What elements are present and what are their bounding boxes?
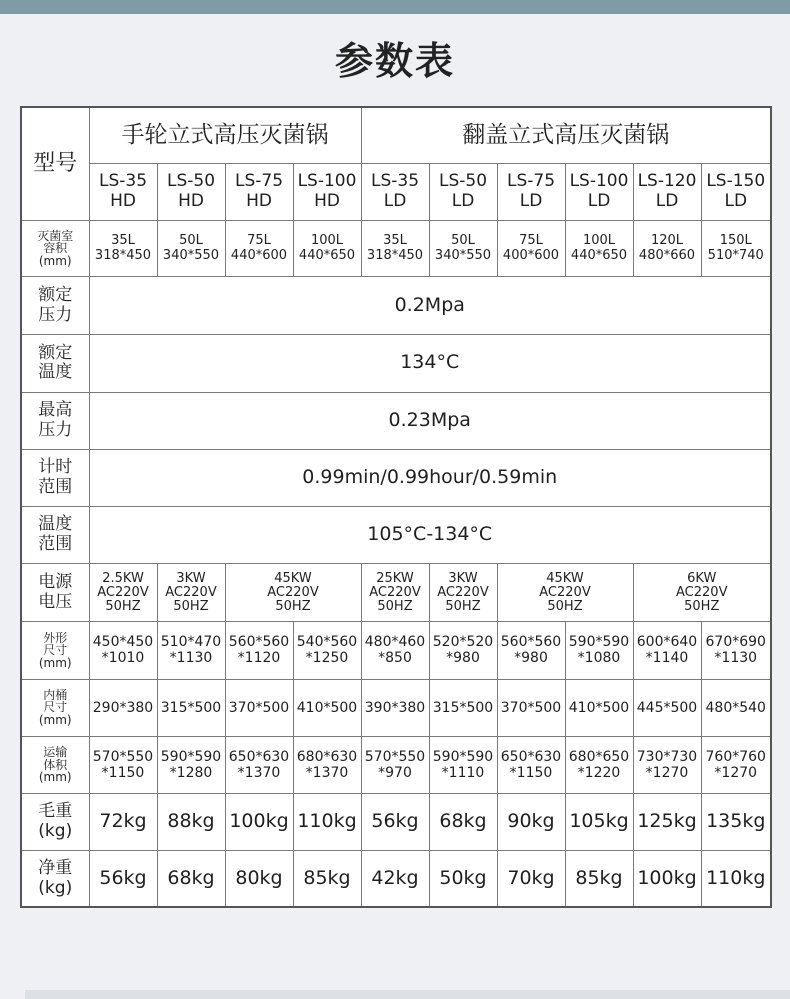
- shipping-volume-row: [21, 736, 771, 793]
- row-label: 毛重 (kg): [21, 793, 89, 850]
- timer-range-value: 0.99min/0.99hour/0.59min: [89, 449, 771, 506]
- max-pressure-row: [21, 392, 771, 449]
- rated-temperature-row: [21, 335, 771, 392]
- shipping-cell: 730*730 *1270: [633, 736, 701, 793]
- outer-size-cell: 560*560 *1120: [225, 622, 293, 679]
- inner-size-cell: 410*500: [293, 679, 361, 736]
- power-cell: 45KW AC220V 50HZ: [497, 564, 633, 622]
- chamber-cell: 120L 480*660: [633, 220, 701, 276]
- group-flip-lid: 翻盖立式高压灭菌锅: [361, 107, 771, 163]
- chamber-cell: 75L 440*600: [225, 220, 293, 276]
- outer-size-cell: 540*560 *1250: [293, 622, 361, 679]
- power-cell: 3KW AC220V 50HZ: [157, 564, 225, 622]
- inner-size-cell: 290*380: [89, 679, 157, 736]
- power-cell: 25KW AC220V 50HZ: [361, 564, 429, 622]
- row-label: 净重 (kg): [21, 851, 89, 907]
- inner-size-row: [21, 679, 771, 736]
- rated-pressure-row: [21, 277, 771, 335]
- outer-size-cell: 450*450 *1010: [89, 622, 157, 679]
- outer-size-cell: 590*590 *1080: [565, 622, 633, 679]
- shipping-cell: 650*630 *1150: [497, 736, 565, 793]
- inner-size-cell: 445*500: [633, 679, 701, 736]
- shipping-cell: 590*590 *1280: [157, 736, 225, 793]
- rated-pressure-value: 0.2Mpa: [89, 277, 771, 335]
- chamber-cell: 50L 340*550: [157, 220, 225, 276]
- outer-size-cell: 560*560 *980: [497, 622, 565, 679]
- group-handwheel: 手轮立式高压灭菌锅: [89, 107, 361, 163]
- model-cell: LS-100 LD: [565, 163, 633, 220]
- temperature-range-value: 105°C-134°C: [89, 506, 771, 563]
- row-label: 外形 尺寸 (mm): [21, 622, 89, 679]
- model-cell: LS-35 HD: [89, 163, 157, 220]
- model-cell: LS-75 HD: [225, 163, 293, 220]
- inner-size-cell: 315*500: [429, 679, 497, 736]
- row-label: 温度 范围: [21, 506, 89, 563]
- max-pressure-value: 0.23Mpa: [89, 392, 771, 449]
- shipping-cell: 680*630 *1370: [293, 736, 361, 793]
- outer-size-cell: 510*470 *1130: [157, 622, 225, 679]
- chamber-cell: 35L 318*450: [89, 220, 157, 276]
- row-label: 内桶 尺寸 (mm): [21, 679, 89, 736]
- gross-weight-cell: 135kg: [701, 793, 771, 850]
- model-cell: LS-50 LD: [429, 163, 497, 220]
- net-weight-cell: 50kg: [429, 851, 497, 907]
- chamber-cell: 35L 318*450: [361, 220, 429, 276]
- inner-size-cell: 370*500: [225, 679, 293, 736]
- gross-weight-cell: 105kg: [565, 793, 633, 850]
- gross-weight-cell: 56kg: [361, 793, 429, 850]
- gross-weight-cell: 110kg: [293, 793, 361, 850]
- model-cell: LS-75 LD: [497, 163, 565, 220]
- net-weight-row: [21, 851, 771, 907]
- shipping-cell: 570*550 *1150: [89, 736, 157, 793]
- row-label: 电源 电压: [21, 564, 89, 622]
- row-label: 额定 温度: [21, 335, 89, 392]
- inner-size-cell: 370*500: [497, 679, 565, 736]
- shipping-cell: 590*590 *1110: [429, 736, 497, 793]
- gross-weight-cell: 68kg: [429, 793, 497, 850]
- net-weight-cell: 85kg: [565, 851, 633, 907]
- gross-weight-row: [21, 793, 771, 850]
- gross-weight-cell: 100kg: [225, 793, 293, 850]
- shipping-cell: 760*760 *1270: [701, 736, 771, 793]
- page-title: 参数表: [334, 39, 455, 83]
- net-weight-cell: 80kg: [225, 851, 293, 907]
- net-weight-cell: 68kg: [157, 851, 225, 907]
- model-cell: LS-35 LD: [361, 163, 429, 220]
- shipping-cell: 650*630 *1370: [225, 736, 293, 793]
- model-cell: LS-50 HD: [157, 163, 225, 220]
- top-banner-bar: [0, 0, 790, 14]
- shipping-cell: 570*550 *970: [361, 736, 429, 793]
- chamber-cell: 100L 440*650: [293, 220, 361, 276]
- model-cell: LS-120 LD: [633, 163, 701, 220]
- row-label: 运输 体积 (mm): [21, 736, 89, 793]
- chamber-cell: 50L 340*550: [429, 220, 497, 276]
- net-weight-cell: 42kg: [361, 851, 429, 907]
- power-cell: 3KW AC220V 50HZ: [429, 564, 497, 622]
- power-row: [21, 564, 771, 622]
- chamber-cell: 100L 440*650: [565, 220, 633, 276]
- inner-size-cell: 480*540: [701, 679, 771, 736]
- temperature-range-row: [21, 506, 771, 563]
- outer-size-cell: 480*460 *850: [361, 622, 429, 679]
- header-group-row: [21, 107, 771, 163]
- outer-size-cell: 670*690 *1130: [701, 622, 771, 679]
- net-weight-cell: 85kg: [293, 851, 361, 907]
- gross-weight-cell: 88kg: [157, 793, 225, 850]
- inner-size-cell: 315*500: [157, 679, 225, 736]
- net-weight-cell: 100kg: [633, 851, 701, 907]
- gross-weight-cell: 72kg: [89, 793, 157, 850]
- net-weight-cell: 110kg: [701, 851, 771, 907]
- power-cell: 45KW AC220V 50HZ: [225, 564, 361, 622]
- net-weight-cell: 56kg: [89, 851, 157, 907]
- row-label: 额定 压力: [21, 277, 89, 335]
- row-label: 计时 范围: [21, 449, 89, 506]
- gross-weight-cell: 90kg: [497, 793, 565, 850]
- chamber-cell: 75L 400*600: [497, 220, 565, 276]
- model-cell: LS-150 LD: [701, 163, 771, 220]
- outer-size-cell: 520*520 *980: [429, 622, 497, 679]
- outer-size-cell: 600*640 *1140: [633, 622, 701, 679]
- outer-size-row: [21, 622, 771, 679]
- model-label: 型号: [21, 107, 89, 220]
- chamber-volume-row: [21, 220, 771, 276]
- spec-table: [20, 106, 772, 908]
- power-cell: 6KW AC220V 50HZ: [633, 564, 771, 622]
- bottom-divider-bar: [25, 990, 790, 999]
- row-label: 最高 压力: [21, 392, 89, 449]
- inner-size-cell: 390*380: [361, 679, 429, 736]
- model-row: [21, 163, 771, 220]
- chamber-cell: 150L 510*740: [701, 220, 771, 276]
- timer-range-row: [21, 449, 771, 506]
- shipping-cell: 680*650 *1220: [565, 736, 633, 793]
- row-label: 灭菌室 容积 (mm): [21, 220, 89, 276]
- net-weight-cell: 70kg: [497, 851, 565, 907]
- inner-size-cell: 410*500: [565, 679, 633, 736]
- power-cell: 2.5KW AC220V 50HZ: [89, 564, 157, 622]
- gross-weight-cell: 125kg: [633, 793, 701, 850]
- rated-temperature-value: 134°C: [89, 335, 771, 392]
- model-cell: LS-100 HD: [293, 163, 361, 220]
